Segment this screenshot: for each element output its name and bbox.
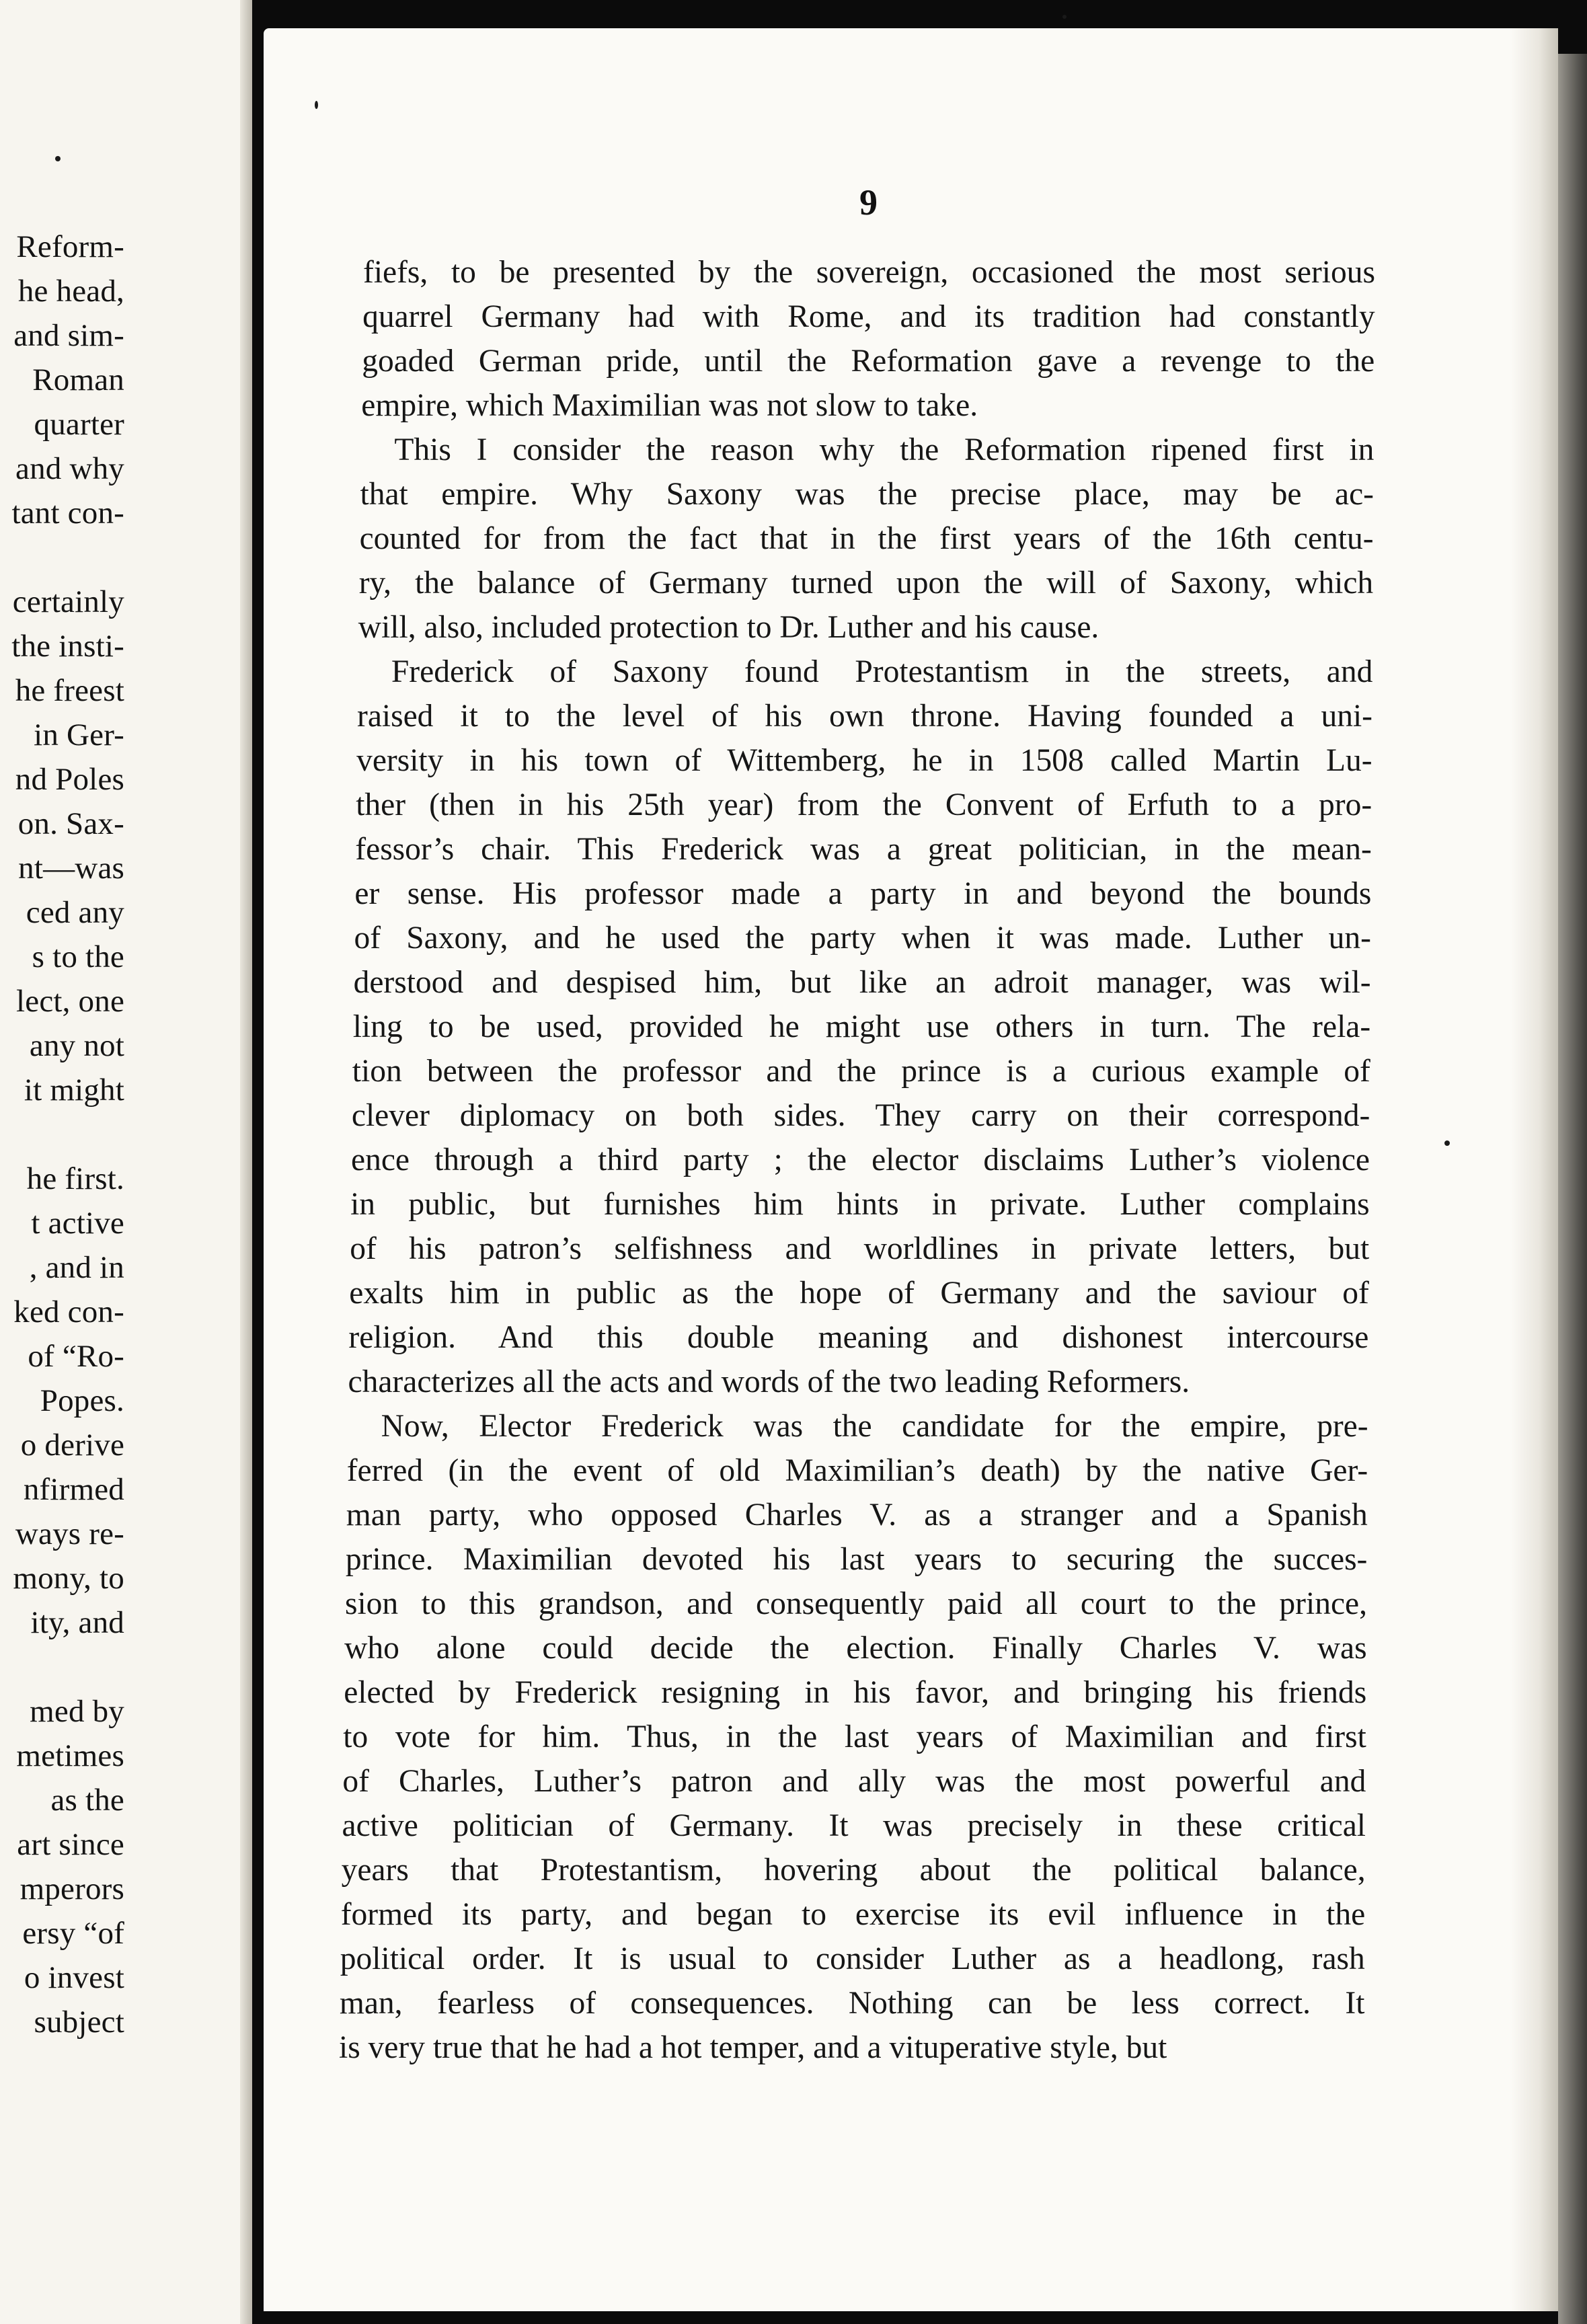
facing-page-line: s to the [32, 939, 124, 974]
text-line: fiefs, to be presented by the sovereign, occasioned the most serious [363, 255, 1375, 290]
facing-page-line: nd Poles [15, 762, 124, 797]
page-number: 9 [859, 182, 878, 223]
text-line: ther (then in his 25th year) from the Convent of Erfuth to a pro- [356, 787, 1372, 822]
facing-page-line: certainly [12, 584, 124, 619]
text-line: active politician of Germany. It was precisely in these critical [342, 1808, 1366, 1843]
text-line: of Charles, Luther’s patron and ally was the most powerful and [342, 1764, 1366, 1799]
gutter-shadow [240, 0, 252, 2324]
facing-page-line: ced any [26, 895, 124, 930]
facing-page-line: o invest [24, 1960, 124, 1995]
facing-page-line: any not [29, 1028, 124, 1063]
facing-page-line: Reform- [16, 229, 124, 264]
scan-speck [1062, 15, 1067, 19]
facing-page-line: ked con- [13, 1294, 124, 1329]
text-line: man, fearless of consequences. Nothing can be less correct. It [339, 1986, 1365, 2021]
scan-speck [1444, 1140, 1450, 1146]
text-line: is very true that he had a hot temper, and a vituperative style, but [339, 2030, 1167, 2065]
facing-page-line: on. Sax- [17, 806, 124, 841]
facing-page-line: tant con- [11, 496, 124, 531]
text-line: derstood and despised him, but like an adroit manager, was wil- [353, 965, 1371, 1000]
text-line: clever diplomacy on both sides. They carry on their correspond- [351, 1098, 1370, 1133]
facing-page-line: he first. [26, 1161, 124, 1196]
text-line: political order. It is usual to consider Luther as a headlong, rash [340, 1941, 1365, 1976]
facing-page-line: ways re- [15, 1516, 124, 1551]
page-edge-shadow [1511, 28, 1558, 2311]
facing-page-line: he head, [17, 274, 124, 309]
text-line: empire, which Maximilian was not slow to take. [361, 388, 978, 423]
text-line: of Saxony, and he used the party when it was made. Luther un- [354, 921, 1371, 956]
text-line: ling to be used, provided he might use others in turn. The rela- [352, 1009, 1371, 1044]
text-line: man party, who opposed Charles V. as a stranger and a Spanish [346, 1498, 1368, 1533]
text-line: religion. And this double meaning and dishonest intercourse [348, 1320, 1369, 1355]
text-line: counted for from the fact that in the first years of the 16th centu- [359, 521, 1374, 556]
facing-page-line: Roman [32, 362, 124, 397]
text-line: er sense. His professor made a party in and beyond the bounds [354, 876, 1372, 911]
facing-page-line: ity, and [30, 1605, 124, 1640]
paragraph-first-line: Now, Elector Frederick was the candidate for the empire, pre- [381, 1409, 1368, 1444]
text-line: elected by Frederick resigning in his favor, and bringing his friends [344, 1675, 1367, 1710]
text-line: ferred (in the event of old Maximilian’s death) by the native Ger- [346, 1453, 1368, 1488]
facing-page-fragment [0, 0, 252, 2324]
text-line: tion between the professor and the prince is a curious example of [352, 1054, 1370, 1089]
text-line: who alone could decide the election. Finally Charles V. was [344, 1631, 1367, 1666]
facing-page-line: art since [17, 1827, 124, 1862]
text-line: fessor’s chair. This Frederick was a great politician, in the mean- [355, 832, 1372, 867]
text-line: ry, the balance of Germany turned upon the will of Saxony, which [358, 566, 1374, 601]
facing-page-line: mperors [20, 1871, 124, 1906]
text-line: will, also, included protection to Dr. Luther and his cause. [358, 610, 1099, 645]
text-line: sion to this grandson, and consequently paid all court to the prince, [345, 1586, 1367, 1621]
text-line: quarrel Germany had with Rome, and its tradition had constantly [362, 299, 1375, 334]
text-line: to vote for him. Thus, in the last years of Maximilian and first [343, 1719, 1366, 1754]
facing-page-line: t active [31, 1206, 124, 1241]
facing-page-line: he freest [15, 673, 124, 708]
text-line: that empire. Why Saxony was the precise place, may be ac- [360, 477, 1374, 512]
facing-page-line: subject [34, 2005, 124, 2040]
facing-page-line: nt—was [18, 851, 124, 886]
facing-page-line: Popes. [40, 1383, 124, 1418]
facing-page-line: ersy “of [22, 1916, 124, 1951]
facing-page-line: med by [30, 1694, 124, 1729]
facing-page-line: , and in [29, 1250, 124, 1285]
text-line: years that Protestantism, hovering about the political balance, [341, 1853, 1366, 1888]
facing-page-line: it might [24, 1073, 124, 1108]
text-line: characterizes all the acts and words of the two leading Reformers. [348, 1364, 1190, 1399]
text-line: of his patron’s selfishness and worldlines in private letters, but [350, 1231, 1370, 1266]
scan-speck [315, 101, 318, 109]
facing-page-line: metimes [16, 1738, 124, 1773]
facing-page-line: as the [50, 1783, 124, 1818]
facing-page-line: in Ger- [34, 718, 124, 752]
text-line: ence through a third party ; the elector disclaims Luther’s violence [351, 1142, 1370, 1177]
facing-page-line: lect, one [16, 984, 124, 1019]
paragraph-first-line: Frederick of Saxony found Protestantism in the streets, and [391, 654, 1373, 689]
facing-page-line: o derive [20, 1428, 124, 1463]
text-line: prince. Maximilian devoted his last years to securing the succes- [345, 1542, 1368, 1577]
text-line: goaded German pride, until the Reformation gave a revenge to the [362, 344, 1375, 379]
book-edge [1558, 54, 1587, 2324]
facing-page-line: of “Ro- [28, 1339, 124, 1374]
paragraph-first-line: This I consider the reason why the Reformation ripened first in [394, 432, 1375, 467]
facing-page-line: nfirmed [23, 1472, 124, 1507]
facing-page-line: and sim- [13, 318, 124, 353]
text-line: formed its party, and began to exercise its evil influence in the [340, 1897, 1366, 1932]
text-line: raised it to the level of his own throne. Having founded a uni- [357, 699, 1372, 734]
facing-page-line: the insti- [11, 629, 124, 664]
facing-page-line: mony, to [13, 1561, 124, 1596]
text-line: versity in his town of Wittemberg, he in 1508 called Martin Lu- [356, 743, 1372, 778]
text-line: exalts him in public as the hope of Germany and the saviour of [349, 1276, 1369, 1311]
facing-page-line: and why [15, 451, 124, 486]
text-line: in public, but furnishes him hints in private. Luther complains [350, 1187, 1370, 1222]
facing-page-line: quarter [34, 407, 124, 442]
scan-speck [55, 156, 61, 161]
